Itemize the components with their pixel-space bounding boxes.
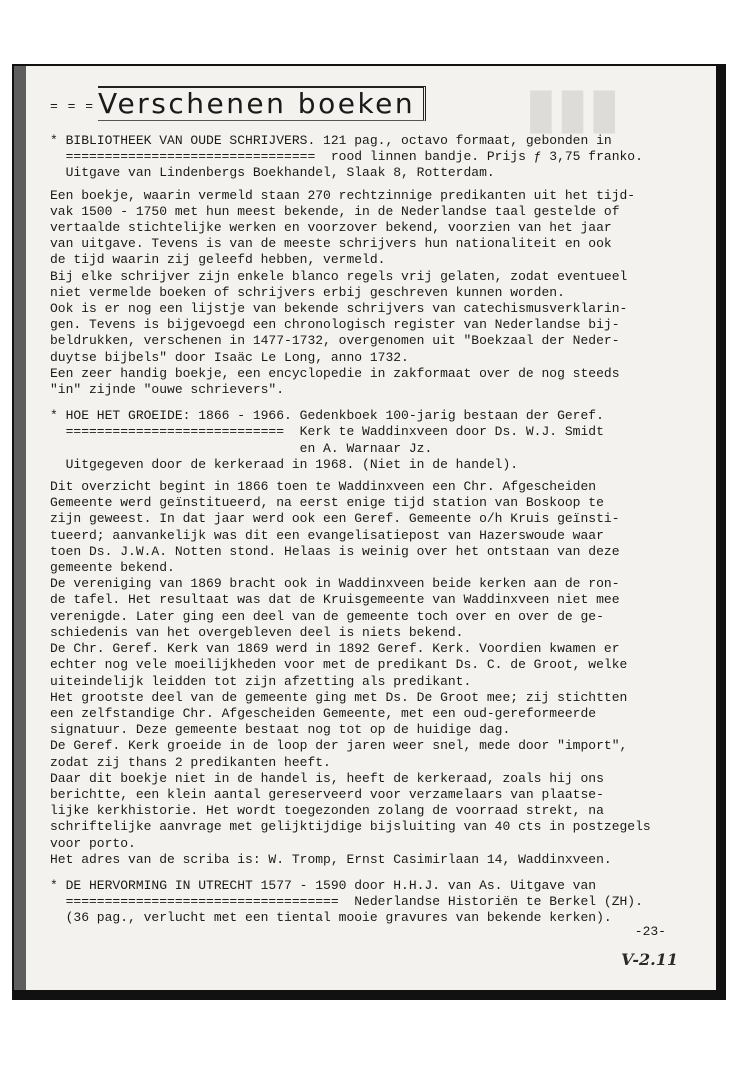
body-line: Een boekje, waarin vermeld staan 270 rechtzinnige predikanten uit het tijd- xyxy=(50,187,636,203)
body-line: De Geref. Kerk groeide in de loop der jaren weer snel, mede door "import", xyxy=(50,738,628,754)
body-line: de tijd waarin zij geleefd hebben, vermeld. xyxy=(50,252,386,268)
header-dashes: = = = xyxy=(50,98,95,114)
page-number: -23- xyxy=(634,924,666,939)
body-line: zodat zij thans 2 predikanten heeft. xyxy=(50,754,331,770)
body-line: berichtte, een klein aantal gereserveerd voor verzamelaars van plaatse- xyxy=(50,786,604,802)
entry-head-line: Uitgave van Lindenbergs Boekhandel, Slaak 8, Rotterdam. xyxy=(50,165,495,181)
binding-edge xyxy=(14,66,26,990)
article-content xyxy=(50,86,700,927)
body-line: zijn geweest. In dat jaar werd ook een Geref. Gemeente o/h Kruis geïnsti- xyxy=(50,511,620,527)
body-line: gen. Tevens is bijgevoegd een chronologisch register van Nederlandse bij- xyxy=(50,317,620,333)
body-line: Ook is er nog een lijstje van bekende schrijvers van catechismusverklarin- xyxy=(50,301,628,317)
entry-head-line: Uitgegeven door de kerkeraad in 1968. (Niet in de handel). xyxy=(50,456,519,472)
entry-head-line: =================================== Nederlandse Historiën te Berkel (ZH). xyxy=(50,894,643,910)
body-line: schiedenis van het overgebleven deel is niets bekend. xyxy=(50,624,464,640)
body-line: duytse bijbels" door Isaäc Le Long, anno 1732. xyxy=(50,349,409,365)
body-line: Bij elke schrijver zijn enkele blanco regels vrij gelaten, zodat eventueel xyxy=(50,268,628,284)
body-line: Het grootste deel van de gemeente ging met Ds. De Groot mee; zij stichtten xyxy=(50,689,628,705)
section-title: Verschenen boeken xyxy=(98,86,426,121)
handwritten-note: V-2.11 xyxy=(621,950,678,969)
body-line: een zelfstandige Chr. Afgescheiden Gemeente, met een oud-gereformeerde xyxy=(50,705,597,721)
book-entry xyxy=(50,878,700,927)
body-line: Het adres van de scriba is: W. Tromp, Ernst Casimirlaan 14, Waddinxveen. xyxy=(50,851,612,867)
body-line: De Chr. Geref. Kerk van 1869 werd in 1892 Geref. Kerk. Voordien kwamen er xyxy=(50,641,620,657)
book-entry xyxy=(50,408,700,868)
body-line: De vereniging van 1869 bracht ook in Waddinxveen beide kerken aan de ron- xyxy=(50,576,620,592)
body-line: voor porto. xyxy=(50,835,136,851)
body-line: signatuur. Deze gemeente bestaat nog tot op de huidige dag. xyxy=(50,722,511,738)
body-line: vertaalde stichtelijke werken en voorzover bekend, voorzien van het jaar xyxy=(50,220,612,236)
body-line: niet vermelde boeken of schrijvers erbij geschreven kunnen worden. xyxy=(50,284,565,300)
bleed-through-shadow: ▮▮▮ xyxy=(526,78,622,138)
page-bottom-edge xyxy=(12,990,726,1000)
entry-head-line: en A. Warnaar Jz. xyxy=(50,440,433,456)
body-line: vak 1500 - 1750 met hun meest bekende, in de Nederlandse taal gestelde of xyxy=(50,203,620,219)
body-line: Een zeer handig boekje, een encyclopedie in zakformaat over de nog steeds xyxy=(50,365,620,381)
body-line: de tafel. Het resultaat was dat de Kruisgemeente van Waddinxveen niet mee xyxy=(50,592,620,608)
book-entry xyxy=(50,133,700,398)
body-line: toen Ds. J.W.A. Notten stond. Helaas is weinig over het ontstaan van deze xyxy=(50,543,620,559)
entry-head-line: * BIBLIOTHEEK VAN OUDE SCHRIJVERS. 121 pag., octavo formaat, gebonden in xyxy=(50,133,612,148)
body-line: beldrukken, verschenen in 1477-1732, overgenomen uit "Boekzaal der Neder- xyxy=(50,333,620,349)
body-line: van uitgave. Tevens is van de meeste schrijvers hun nationaliteit en ook xyxy=(50,236,612,252)
body-line: Daar dit boekje niet in de handel is, heeft de kerkeraad, zoals hij ons xyxy=(50,770,604,786)
body-line: echter nog vele moeilijkheden voor met de predikant Ds. C. de Groot, welke xyxy=(50,657,628,673)
body-line: Gemeente werd geïnstitueerd, na eerst enige tijd station van Boskoop te xyxy=(50,495,604,511)
body-line: tueerd; aanvankelijk was dit een evangelisatiepost van Hazerswoude waar xyxy=(50,527,604,543)
body-line: lijke kerkhistorie. Het wordt toegezonden zolang de voorraad strekt, na xyxy=(50,803,604,819)
body-line: Dit overzicht begint in 1866 toen te Waddinxveen een Chr. Afgescheiden xyxy=(50,479,597,495)
section-header xyxy=(50,86,700,121)
entry-head-line: * HOE HET GROEIDE: 1866 - 1966. Gedenkboek 100-jarig bestaan der Geref. xyxy=(50,408,604,424)
body-line: schriftelijke aanvrage met gelijktijdige bijsluiting van 40 cts in postzegels xyxy=(50,819,651,835)
entry-head-line: (36 pag., verlucht met een tiental mooie gravures van bekende kerken). xyxy=(50,910,612,926)
entry-head-line: ============================ Kerk te Waddinxveen door Ds. W.J. Smidt xyxy=(50,424,604,440)
body-line: "in" zijnde "ouwe schrievers". xyxy=(50,382,285,398)
entry-head-line: ================================ rood linnen bandje. Prijs ƒ 3,75 franko. xyxy=(50,149,643,165)
entry-head-line: * DE HERVORMING IN UTRECHT 1577 - 1590 door H.H.J. van As. Uitgave van xyxy=(50,877,597,893)
body-line: verenigde. Later ging een deel van de gemeente toch over en over de ge- xyxy=(50,608,604,624)
body-line: uiteindelijk leidden tot zijn afzetting als predikant. xyxy=(50,673,472,689)
body-line: gemeente bekend. xyxy=(50,560,175,576)
